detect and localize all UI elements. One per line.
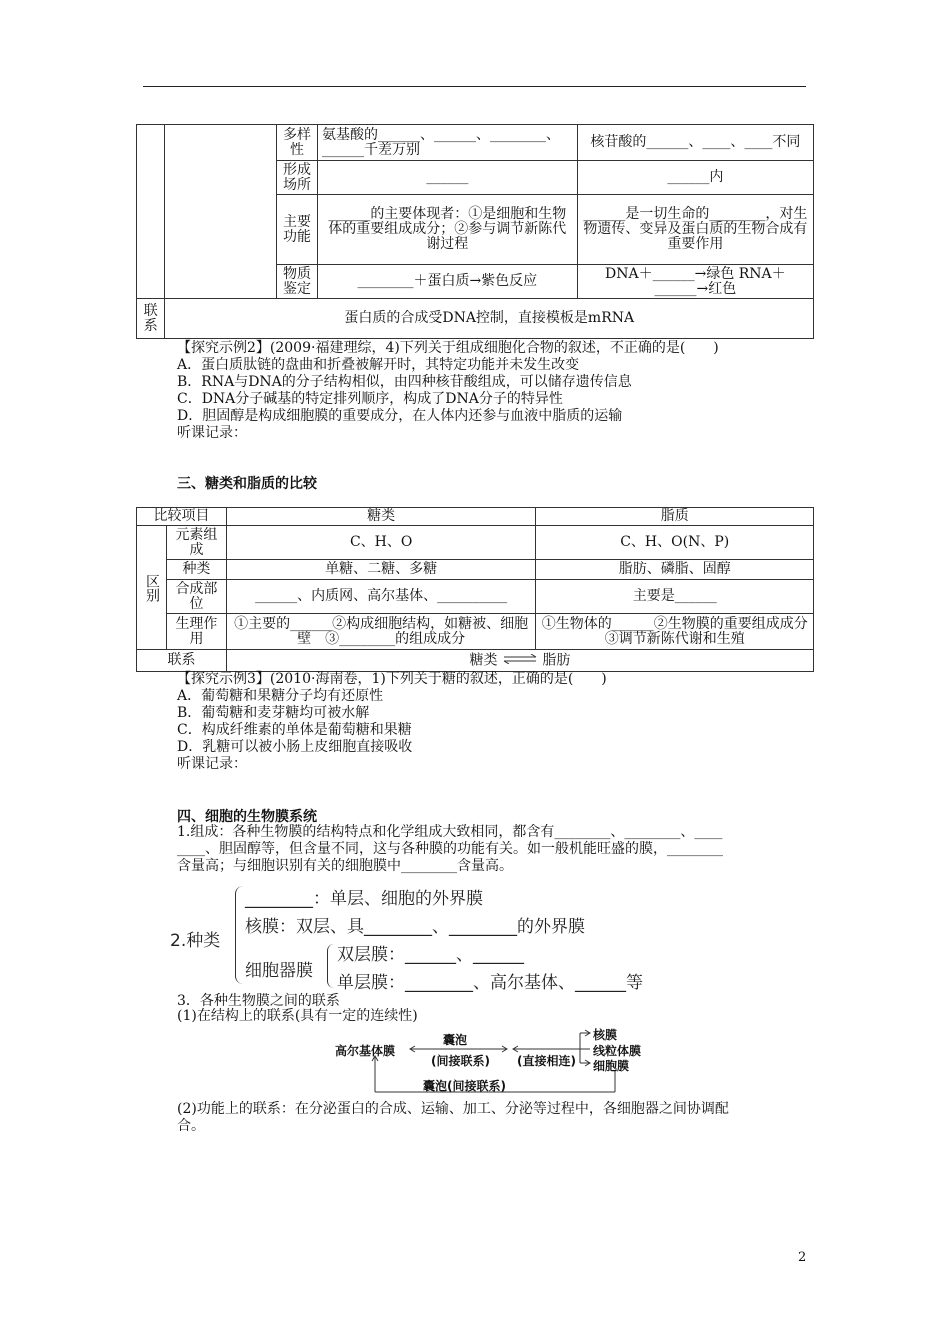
protein-cell: ______ [317,161,577,195]
lipid-cell: ①生物体的______②生物膜的重要组成成分 ③调节新陈代谢和生殖 [536,614,814,650]
row-label: 合成部位 [166,580,226,614]
protein-nucleic-table [136,124,814,339]
header-sugar: 糖类 [226,508,536,526]
example3-title: 【探究示例3】(2010·海南卷，1)下列关于糖的叙述，正确的是( ) [177,671,607,687]
row-label: 元素组成 [166,526,226,560]
golgi-membrane-label: 高尔基体膜 [335,1044,396,1058]
group-label: 区别 [137,526,167,650]
header-item: 比较项目 [137,508,227,526]
link-cell [226,650,813,672]
example3-notes: 听课记录： [177,756,247,772]
direct-label: (直接相连) [517,1054,576,1068]
sugar-lipid-table [136,507,822,672]
link-label: 联系 [137,650,227,672]
header-lipid: 脂质 [536,508,814,526]
kinds-brace [235,886,244,984]
kind-nuclear-membrane: 核膜：双层、具________、________的外界膜 [245,917,585,937]
double-arrow-icon [502,653,538,668]
section3-heading: 三、糖类和脂质的比较 [177,476,317,492]
kind-cell-membrane: ________：单层、细胞的外界膜 [245,889,483,909]
structural-relation: (1)在结构上的联系(具有一定的连续性) [177,1008,418,1024]
table1-left-merged-cell-2 [165,125,277,299]
row-label: 生理作用 [166,614,226,650]
kinds-label: 2.种类 [170,931,221,951]
organelle-brace [327,944,334,988]
example3-option-c: C．构成纤维素的单体是葡萄糖和果糖 [177,722,412,738]
mitochondria-membrane-label: 线粒体膜 [593,1044,642,1058]
table1-left-merged-cell [137,125,165,299]
lipid-cell: C、H、O(N、P) [536,526,814,560]
nucleic-cell: ______内 [577,161,813,195]
functional-relation-line-2: 合。 [177,1118,205,1134]
link-label: 联系 [137,299,165,339]
sugar-cell: ①主要的______②构成细胞结构，如糖被、细胞壁 ③________的组成成分 [226,614,536,650]
protein-cell: ______的主要体现者：①是细胞和生物体的重要组成成分；②参与调节新陈代谢过程 [317,195,577,265]
nuclear-membrane-label: 核膜 [593,1028,618,1042]
cell-membrane-label: 细胞膜 [593,1059,630,1073]
relations-heading: 3．各种生物膜之间的联系 [177,993,340,1009]
sugar-cell: C、H、O [226,526,536,560]
example3-option-a: A．葡萄糖和果糖分子均有还原性 [177,688,384,704]
nucleic-cell: 核苷酸的______、____、____不同 [577,125,813,161]
nucleic-cell: ______是一切生命的________，对生物遗传、变异及蛋白质的生物合成有重要作用 [577,195,813,265]
example3-option-b: B．葡萄糖和麦芽糖均可被水解 [177,705,370,721]
protein-cell: 氨基酸的______、______、________、______千差万别 [317,125,577,161]
row-label: 多样性 [276,125,317,161]
link-text: 蛋白质的合成受DNA控制，直接模板是mRNA [165,299,814,339]
page-number: 2 [798,1250,807,1265]
composition-line-3: 含量高；与细胞识别有关的细胞膜中________含量高。 [177,858,513,874]
lipid-cell: 主要是______ [536,580,814,614]
functional-relation-line-1: (2)功能上的联系：在分泌蛋白的合成、运输、加工、分泌等过程中，各细胞器之间协调配 [177,1101,729,1117]
example2-option-b: B．RNA与DNA的分子结构相似，由四种核苷酸组成，可以储存遗传信息 [177,374,632,390]
membrane-relation-diagram [335,1026,680,1098]
kind-single-membrane: 单层膜：________、高尔基体、______等 [337,973,643,993]
indirect-top-label: (间接联系) [431,1054,490,1068]
row-label: 物质鉴定 [276,265,317,299]
sugar-cell: 单糖、二糖、多糖 [226,560,536,580]
sugar-cell: ______、内质网、高尔基体、__________ [226,580,536,614]
header-rule [143,86,806,87]
row-label: 种类 [166,560,226,580]
example3-option-d: D．乳糖可以被小肠上皮细胞直接吸收 [177,739,413,755]
row-label: 形成场所 [276,161,317,195]
protein-cell: ________＋蛋白质→紫色反应 [317,265,577,299]
example2-notes: 听课记录： [177,425,247,441]
nucleic-cell: DNA＋______→绿色 RNA＋______→红色 [577,265,813,299]
example2-title: 【探究示例2】(2009·福建理综，4)下列关于组成细胞化合物的叙述，不正确的是( ) [177,340,719,356]
kind-double-membrane: 双层膜：______、______ [337,945,524,965]
link-sugar: 糖类 [469,652,498,669]
vesicle-top-label: 囊泡 [443,1033,468,1047]
composition-line-2: ____、胆固醇等，但含量不同，这与各种膜的功能有关。如一般机能旺盛的膜，________ [177,841,723,857]
composition-line-1: 1.组成：各种生物膜的结构特点和化学组成大致相同，都含有________、________、____ [177,824,723,840]
vesicle-bottom-label: 囊泡(间接联系) [423,1079,506,1093]
example2-option-a: A．蛋白质肽链的盘曲和折叠被解开时，其特定功能并未发生改变 [177,357,580,373]
link-lipid: 脂肪 [542,652,571,669]
row-label: 主要功能 [276,195,317,265]
kind-organelle-label: 细胞器膜 [245,961,313,981]
lipid-cell: 脂肪、磷脂、固醇 [536,560,814,580]
example2-option-c: C．DNA分子碱基的特定排列顺序，构成了DNA分子的特异性 [177,391,563,407]
example2-option-d: D．胆固醇是构成细胞膜的重要成分，在人体内还参与血液中脂质的运输 [177,408,623,424]
section4-heading: 四、细胞的生物膜系统 [177,809,317,825]
